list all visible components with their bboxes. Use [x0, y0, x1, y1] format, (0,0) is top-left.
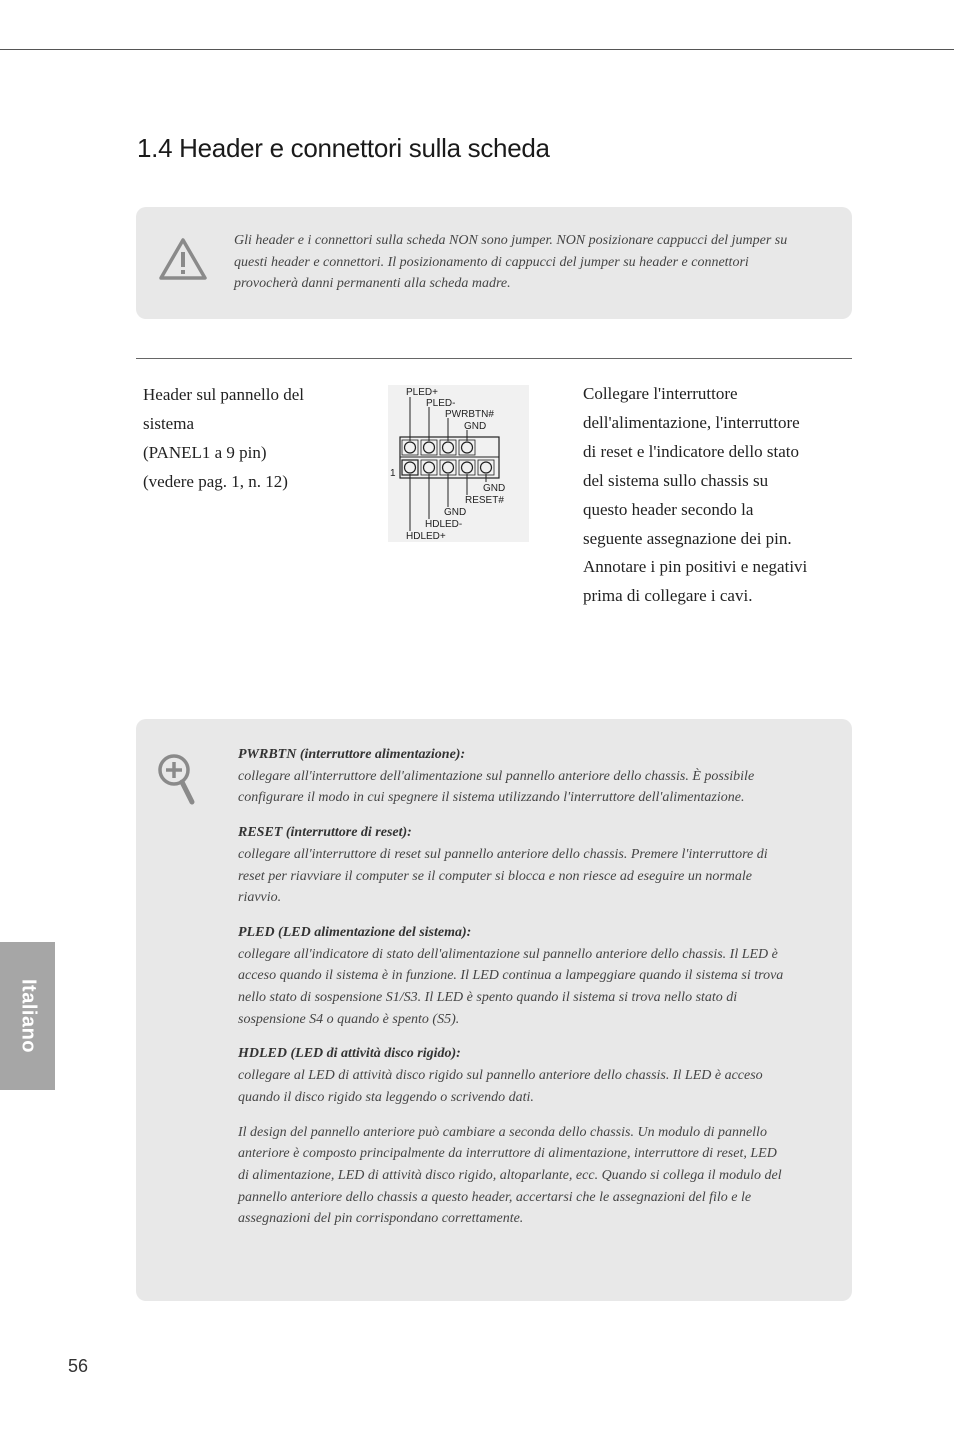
pin-label-gnd-bottom-1: GND: [483, 483, 506, 494]
pin-label-hdled-minus: HDLED-: [425, 519, 463, 530]
top-pin-row: [402, 440, 475, 455]
language-side-tab: [0, 942, 55, 1090]
section-divider: [136, 358, 852, 359]
section-title: 1.4 Header e connettori sulla scheda: [137, 133, 550, 163]
note-text: collegare al LED di attività disco rigido sul pannello anteriore dello chassis. Il LED è acceso quando il disco rigido sta leggendo o scrivendo dati.: [238, 1068, 763, 1105]
note-text: collegare all'indicatore di stato dell'alimentazione sul pannello anteriore dello chassis. Il LED è acceso quando il sistema è in funzione. Il LED continua a lampeggiare quando il sistema si trova nello stato di sospensione S1/S3. Il LED è spento quando il sistema si trova nello stato di sospensione S4 o quando è spento (S5).: [238, 946, 784, 1027]
note-body: [238, 744, 786, 1243]
language-side-tab-label: Italiano: [17, 978, 39, 1054]
bottom-pin-row: [402, 460, 494, 475]
note-closing: Il design del pannello anteriore può cambiare a seconda dello chassis. Un modulo di pannello anteriore è composto principalmente da interruttore di alimentazione, interruttore di reset, LED di alimentazione, LED di attività disco rigido, altoparlante, ecc. Quando si collega il modulo del pannello anteriore dello chassis a questo header, accertarsi che le assegnazioni del filo e le assegnazioni del pin corrispondano correttamente.: [238, 1124, 782, 1227]
note-term: PWRBTN (interruttore alimentazione):: [238, 747, 466, 762]
magnifier-plus-icon: [156, 752, 200, 806]
note-item: [238, 744, 786, 809]
pin-label-reset: RESET#: [465, 495, 504, 506]
pin-label-pled-plus: PLED+: [406, 387, 438, 398]
note-text: collegare all'interruttore dell'alimentazione sul pannello anteriore dello chassis. È possibile configurare il modo in cui spegnere il sistema utilizzando l'interruttore dell'alimentazione.: [238, 768, 755, 806]
note-term: PLED (LED alimentazione del sistema):: [238, 924, 472, 940]
panel-header-label-line: sistema: [143, 414, 194, 433]
panel-header-label: [143, 380, 358, 496]
warning-box: [136, 207, 852, 319]
pin-label-gnd-bottom-2: GND: [444, 507, 467, 518]
note-term: HDLED (LED di attività disco rigido):: [238, 1046, 461, 1062]
panel-header-description: Collegare l'interruttore dell'alimentazione, l'interruttore di reset e l'indicatore dello stato del sistema sullo chassis su questo header secondo la seguente assegnazione dei pin. Annotare i pin positivi e negativi prima di collegare i cavi.: [583, 384, 808, 606]
pin-label-pled-minus: PLED-: [426, 398, 456, 409]
panel-header-label-line: Header sul pannello del: [143, 385, 304, 404]
panel-header-label-line: (vedere pag. 1, n. 12): [143, 472, 288, 491]
pin1-label: 1: [390, 468, 396, 479]
panel1-pin-diagram: [388, 385, 529, 542]
note-item: [238, 922, 786, 1031]
warning-triangle-icon: [158, 237, 208, 281]
note-item: [238, 1043, 786, 1108]
note-item: [238, 822, 786, 909]
top-rule: [0, 49, 954, 50]
pin-label-gnd-top: GND: [464, 421, 487, 432]
panel-header-label-line: (PANEL1 a 9 pin): [143, 443, 267, 462]
pin-label-hdled-plus: HDLED+: [406, 531, 446, 542]
note-text: collegare all'interruttore di reset sul pannello anteriore dello chassis. Premere l'interruttore di reset per riavviare il computer se il computer si blocca e non riesce ad eseguire un normale riavvio.: [238, 846, 768, 906]
note-term: RESET (interruttore di reset):: [238, 825, 412, 841]
note-box: [136, 719, 852, 1301]
warning-text: Gli header e i connettori sulla scheda NON sono jumper. NON posizionare cappucci del jumper su questi header e connettori. Il posizionamento di cappucci del jumper su header e connettori provocherà danni permanenti alla scheda madre.: [234, 233, 788, 291]
pin-label-pwrbtn: PWRBTN#: [445, 409, 494, 420]
page-number: 56: [68, 1356, 89, 1376]
